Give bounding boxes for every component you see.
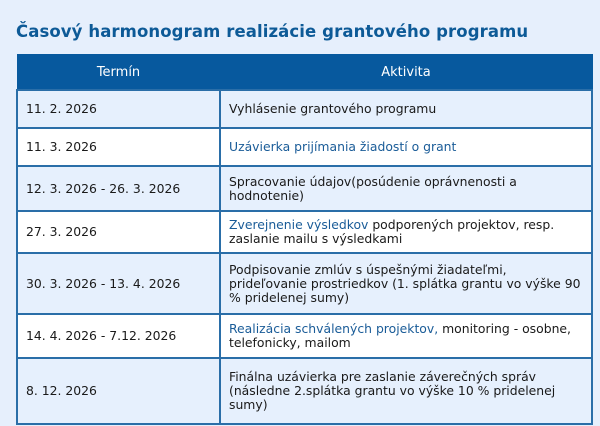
activity-highlight: Zverejnenie výsledkov xyxy=(229,217,369,232)
activity-text: Podpisovanie zmlúv s úspešnými žiadateľmi, prideľovanie prostriedkov (1. splátka grantu vo výške 90 % pridelenej sumy) xyxy=(229,261,581,305)
term-cell: 12. 3. 2026 - 26. 3. 2026 xyxy=(17,166,220,211)
activity-cell xyxy=(220,128,592,166)
activity-text: Spracovanie údajov(posúdenie oprávnenosti a hodnotenie) xyxy=(229,173,517,203)
term-cell: 30. 3. 2026 - 13. 4. 2026 xyxy=(17,253,220,314)
activity-highlight: Realizácia schválených projektov, xyxy=(229,321,439,336)
activity-cell xyxy=(220,358,592,424)
page-title: Časový harmonogram realizácie grantového programu xyxy=(16,22,529,41)
term-cell: 11. 2. 2026 xyxy=(17,90,220,128)
table-row xyxy=(17,253,592,314)
activity-cell xyxy=(220,90,592,128)
schedule-table xyxy=(16,54,593,425)
table-row xyxy=(17,166,592,211)
term-cell: 11. 3. 2026 xyxy=(17,128,220,166)
activity-cell xyxy=(220,166,592,211)
column-header-activity: Aktivita xyxy=(220,55,592,91)
term-cell: 27. 3. 2026 xyxy=(17,211,220,253)
activity-highlight: Uzávierka prijímania žiadostí o grant xyxy=(229,139,457,154)
activity-text: podporených projektov, resp. zaslanie mailu s výsledkami xyxy=(229,217,555,246)
activity-text: monitoring - osobne, telefonicky, mailom xyxy=(229,321,571,350)
table-row xyxy=(17,358,592,424)
activity-text: Finálna uzávierka pre zaslanie záverečných správ (následne 2.splátka grantu vo výške 10 % pridelenej sumy) xyxy=(229,369,556,412)
activity-cell xyxy=(220,211,592,253)
table-row xyxy=(17,211,592,253)
table-row xyxy=(17,314,592,358)
term-cell: 8. 12. 2026 xyxy=(17,358,220,424)
table-header-row xyxy=(17,55,592,91)
activity-cell xyxy=(220,314,592,358)
table-row xyxy=(17,90,592,128)
table-row xyxy=(17,128,592,166)
column-header-term: Termín xyxy=(17,55,220,91)
term-cell: 14. 4. 2026 - 7.12. 2026 xyxy=(17,314,220,358)
activity-text: Vyhlásenie grantového programu xyxy=(229,101,437,116)
activity-cell xyxy=(220,253,592,314)
